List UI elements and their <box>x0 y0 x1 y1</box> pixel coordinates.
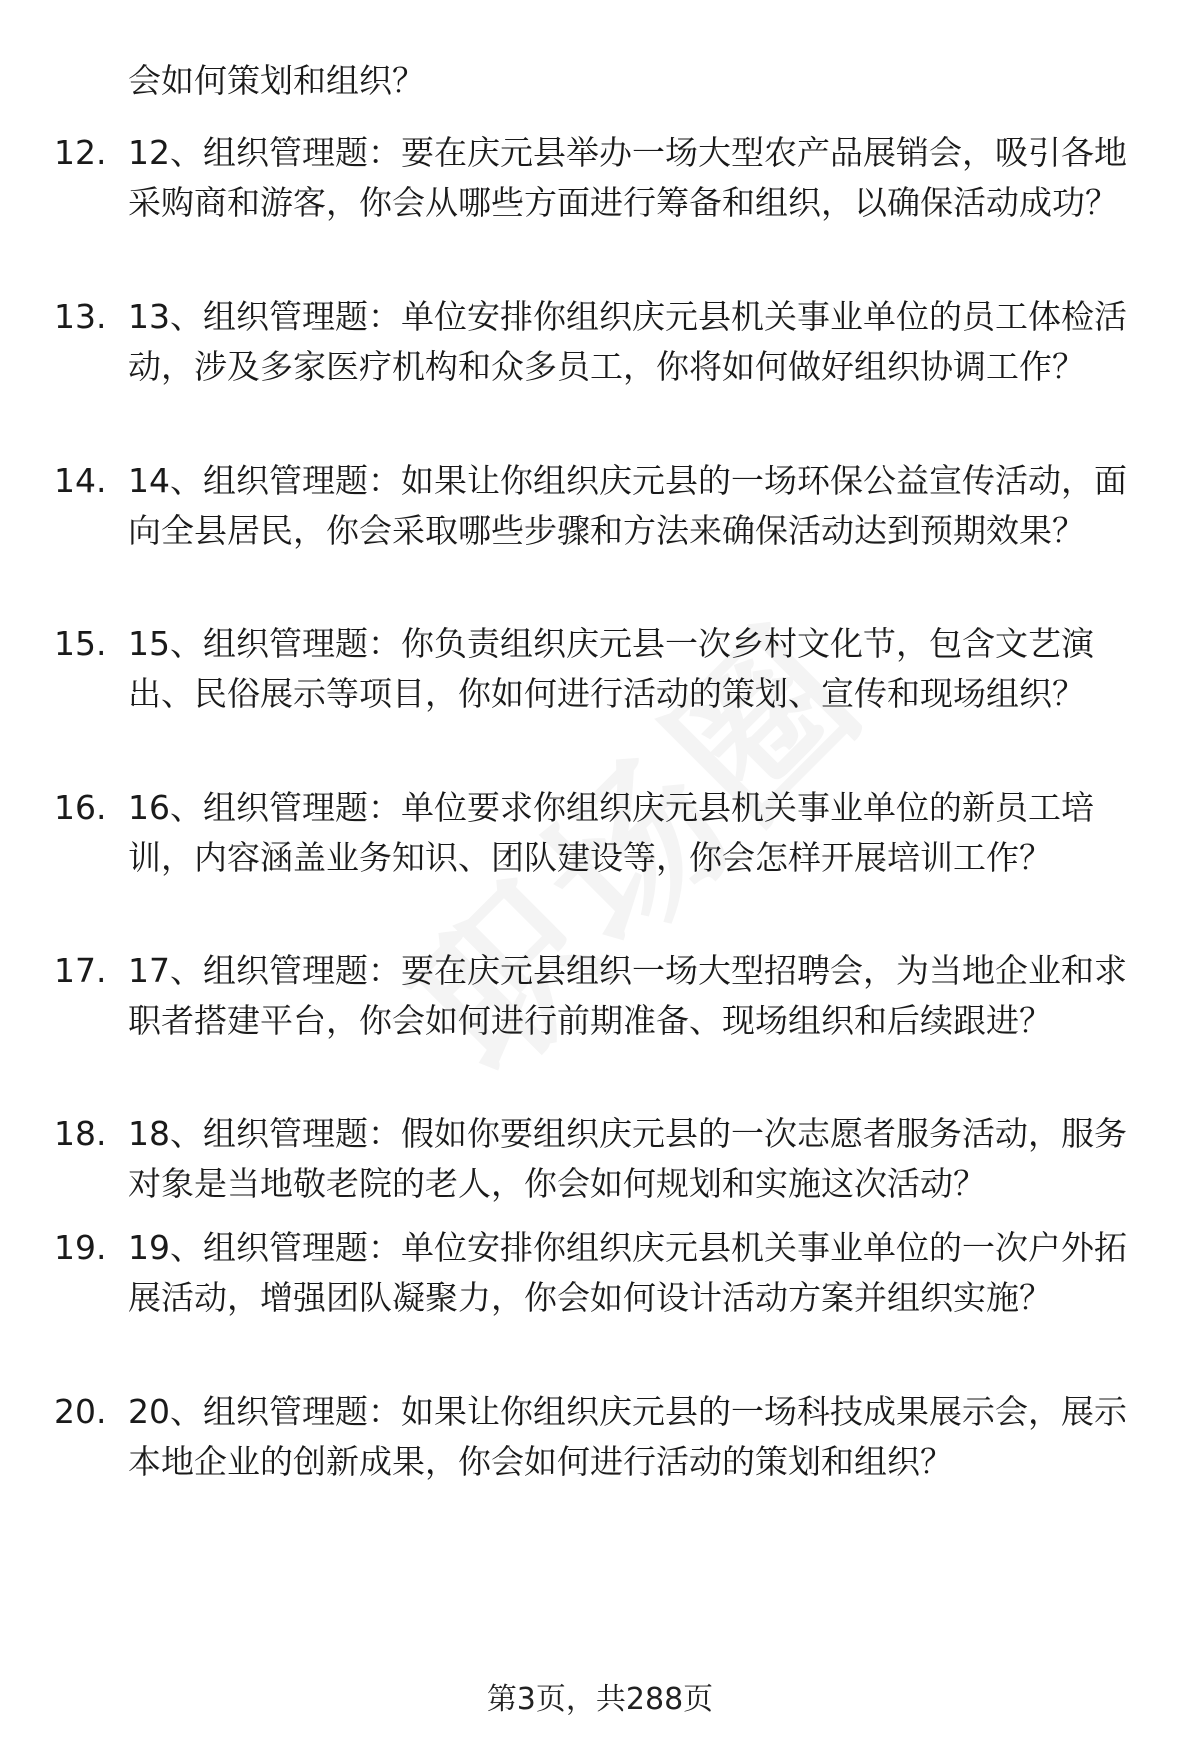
question-text: 19、组织管理题：单位安排你组织庆元县机关事业单位的一次户外拓展活动，增强团队凝聚力，你会如何设计活动方案并组织实施？ <box>128 1228 1127 1317</box>
page-footer: 第3页，共288页 <box>486 1682 714 1717</box>
question-text: 16、组织管理题：单位要求你组织庆元县机关事业单位的新员工培训，内容涵盖业务知识、团队建设等，你会怎样开展培训工作？ <box>128 788 1094 877</box>
question-item-16 <box>54 783 1154 883</box>
question-number: 12. <box>54 133 107 172</box>
question-item-12 <box>54 128 1154 228</box>
question-text: 12、组织管理题：要在庆元县举办一场大型农产品展销会，吸引各地采购商和游客，你会从哪些方面进行筹备和组织，以确保活动成功？ <box>128 133 1127 222</box>
question-number: 14. <box>54 461 107 500</box>
question-text: 17、组织管理题：要在庆元县组织一场大型招聘会，为当地企业和求职者搭建平台，你会如何进行前期准备、现场组织和后续跟进？ <box>128 951 1127 1040</box>
question-item-17 <box>54 946 1154 1046</box>
question-number: 19. <box>54 1228 107 1267</box>
question-text: 13、组织管理题：单位安排你组织庆元县机关事业单位的员工体检活动，涉及多家医疗机构和众多员工，你将如何做好组织协调工作？ <box>128 297 1127 386</box>
question-text: 18、组织管理题：假如你要组织庆元县的一次志愿者服务活动，服务对象是当地敬老院的老人，你会如何规划和实施这次活动？ <box>128 1114 1127 1203</box>
question-number: 15. <box>54 624 107 663</box>
question-number: 18. <box>54 1114 107 1153</box>
question-item-19 <box>54 1223 1154 1323</box>
question-number: 20. <box>54 1392 107 1431</box>
question-item-15 <box>54 619 1154 719</box>
question-number: 16. <box>54 788 107 827</box>
question-text: 20、组织管理题：如果让你组织庆元县的一场科技成果展示会，展示本地企业的创新成果，你会如何进行活动的策划和组织？ <box>128 1392 1127 1481</box>
question-number: 17. <box>54 951 107 990</box>
question-item-13 <box>54 292 1154 392</box>
question-text: 15、组织管理题：你负责组织庆元县一次乡村文化节，包含文艺演出、民俗展示等项目，你如何进行活动的策划、宣传和现场组织？ <box>128 624 1094 713</box>
continued-question-text: 会如何策划和组织？ <box>128 61 425 100</box>
question-item-14 <box>54 456 1154 556</box>
question-text: 14、组织管理题：如果让你组织庆元县的一场环保公益宣传活动，面向全县居民，你会采取哪些步骤和方法来确保活动达到预期效果？ <box>128 461 1127 550</box>
question-item-18 <box>54 1109 1154 1209</box>
question-number: 13. <box>54 297 107 336</box>
question-item-20 <box>54 1387 1154 1487</box>
